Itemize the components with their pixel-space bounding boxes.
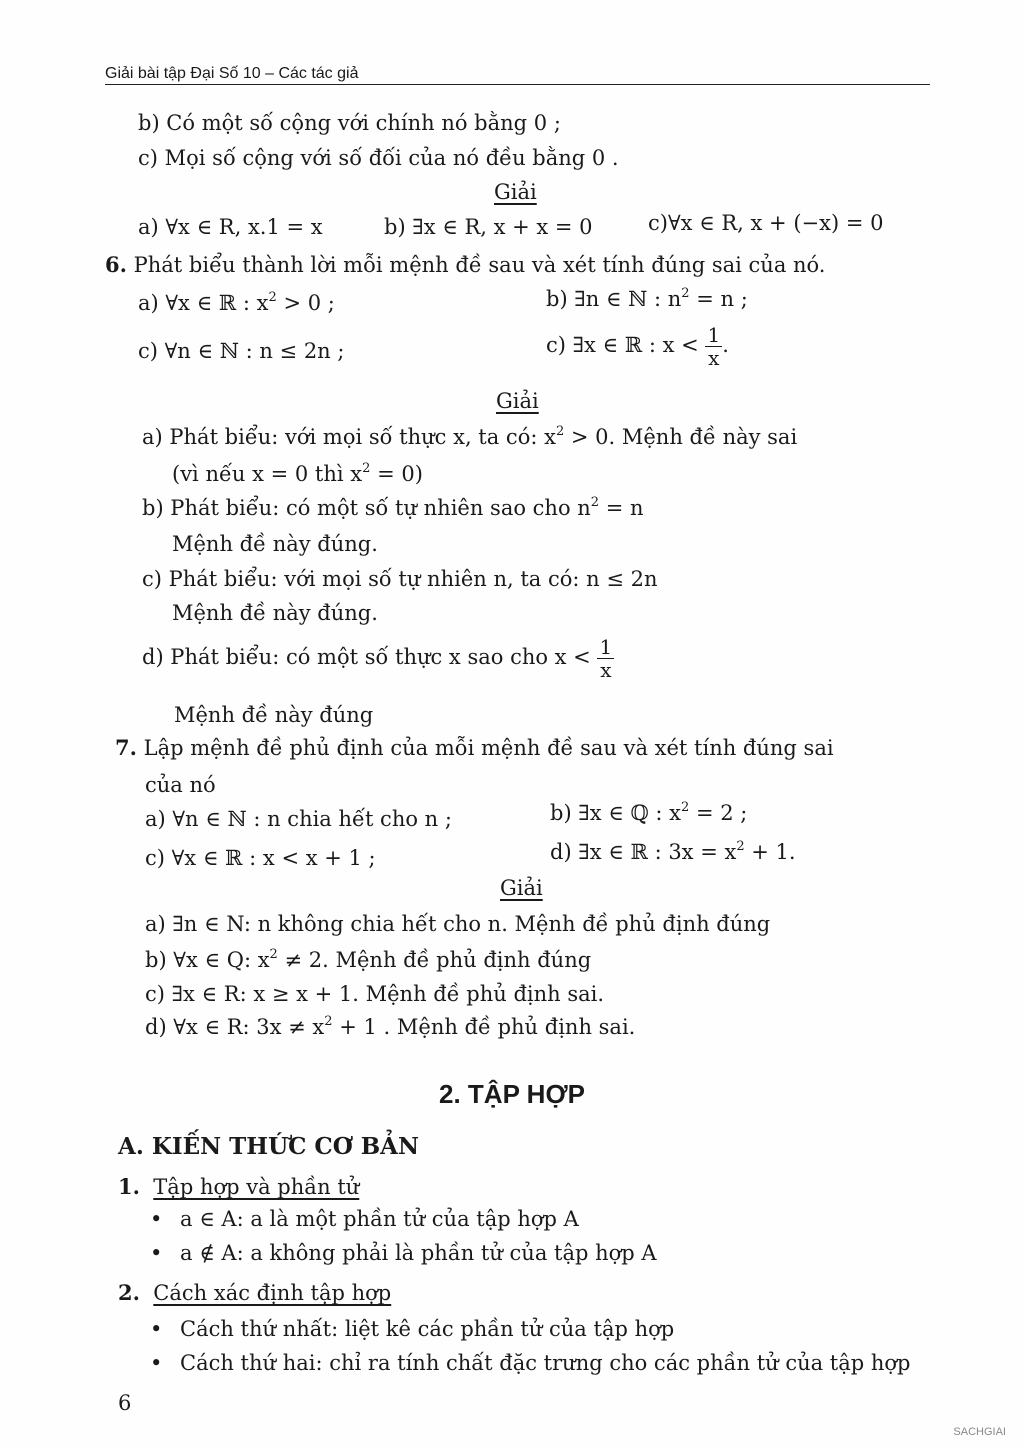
ex5-item-b: b) Có một số cộng với chính nó bằng 0 ; [138,111,561,135]
subsection-2-heading: 2. Cách xác định tập hợp [118,1280,392,1305]
ex7-solution-heading: Giải [500,876,543,900]
ex6-statement [105,252,826,278]
ex7-solution-b: b) ∀x ∈ Q: $x^2 \ne 2$. Mệnh đề phủ định đúng [145,947,592,972]
section-title: 2. TẬP HỢP [439,1079,585,1109]
ex7-solution-c: c) ∃x ∈ R: x ≥ x + 1. Mệnh đề phủ định sai. [145,982,605,1006]
ex7-solution-d: d) ∀x ∈ R: $3x \ne x^2 + 1$ . Mệnh đề phủ định sai. [145,1014,636,1039]
ex5-answer-a: a) ∀x ∈ R, x.1 = x [138,215,323,239]
ex6-solution-b-line1: b) Phát biểu: có một số tự nhiên sao cho $n^2 = n$ [142,495,644,520]
ex6-item-c: c) ∀n ∈ ℕ : n ≤ 2n ; [138,339,345,363]
ex6-solution-a-line1: a) Phát biểu: với mọi số thực x, ta có: $x^2 > 0$. Mệnh đề này sai [142,424,798,449]
part-a-heading: A. KIẾN THỨC CƠ BẢN [118,1133,420,1160]
ex6-item-d: c) ∃x ∈ ℝ : x < $\frac{1}{x}$ . [546,323,729,370]
header-rule [105,84,930,85]
ex7-item-c: c) ∀x ∈ ℝ : x < x + 1 ; [145,846,376,870]
ex7-item-a: a) ∀n ∈ ℕ : n chia hết cho n ; [145,807,452,831]
ex6-solution-a-line2: (vì nếu x = 0 thì $x^2 = 0$) [172,461,423,486]
list-item: • Cách thứ nhất: liệt kê các phần tử của tập hợp [150,1316,674,1342]
ex5-answer-b: b) ∃x ∈ R, x + x = 0 [384,215,593,239]
ex7-title: Lập mệnh đề phủ định của mỗi mệnh đề sau và xét tính đúng sai [143,736,834,760]
ex6-solution-c-line1: c) Phát biểu: với mọi số tự nhiên n, ta có: n ≤ 2n [142,567,658,591]
list-item: • a ∈ A: a là một phần tử của tập hợp A [150,1206,579,1232]
watermark-logo: SACHGIAI [953,1426,1006,1438]
page-number: 6 [118,1391,132,1415]
ex7-statement-line2: của nó [145,773,216,797]
ex6-number: 6. [105,252,127,277]
ex6-solution-d-line1: d) Phát biểu: có một số thực x sao cho x < $\frac{1}{x}$ [142,635,613,682]
ex5-item-c: c) Mọi số cộng với số đối của nó đều bằng 0 . [138,146,619,170]
ex6-solution-heading: Giải [496,389,539,413]
ex7-statement-line1 [115,735,834,761]
ex6-solution-c-line2: Mệnh đề này đúng. [172,601,378,625]
fraction: $\frac{1}{x}$ [599,635,613,682]
list-item: • a ∉ A: a không phải là phần tử của tập hợp A [150,1240,657,1266]
fraction: $\frac{1}{x}$ [707,323,721,370]
ex7-item-b: b) ∃x ∈ ℚ : $x^2 = 2$ ; [550,800,748,825]
ex6-solution-b-line2: Mệnh đề này đúng. [172,532,378,556]
running-header: Giải bài tập Đại Số 10 – Các tác giả [105,65,359,82]
list-item: • Cách thứ hai: chỉ ra tính chất đặc trưng cho các phần tử của tập hợp [150,1350,911,1376]
ex5-answer-c: c)∀x ∈ R, x + (−x) = 0 [648,211,884,235]
ex6-title: Phát biểu thành lời mỗi mệnh đề sau và xét tính đúng sai của nó. [133,253,826,277]
ex7-solution-a: a) ∃n ∈ N: n không chia hết cho n. Mệnh đề phủ định đúng [145,912,771,936]
ex6-item-a: a) ∀x ∈ ℝ : $x^2 > 0$ ; [138,290,335,315]
subsection-1-title: Tập hợp và phần tử [153,1175,360,1199]
ex5-solution-heading: Giải [494,180,537,204]
subsection-2-title: Cách xác định tập hợp [153,1281,392,1305]
ex7-number: 7. [115,735,137,760]
subsection-1-heading: 1. Tập hợp và phần tử [118,1174,360,1199]
ex6-item-b: b) ∃n ∈ ℕ : $n^2 = n$ ; [546,286,748,311]
ex7-item-d: d) ∃x ∈ ℝ : $3x = x^2 + 1$. [550,839,796,864]
ex6-solution-d-line2: Mệnh đề này đúng [174,703,374,727]
